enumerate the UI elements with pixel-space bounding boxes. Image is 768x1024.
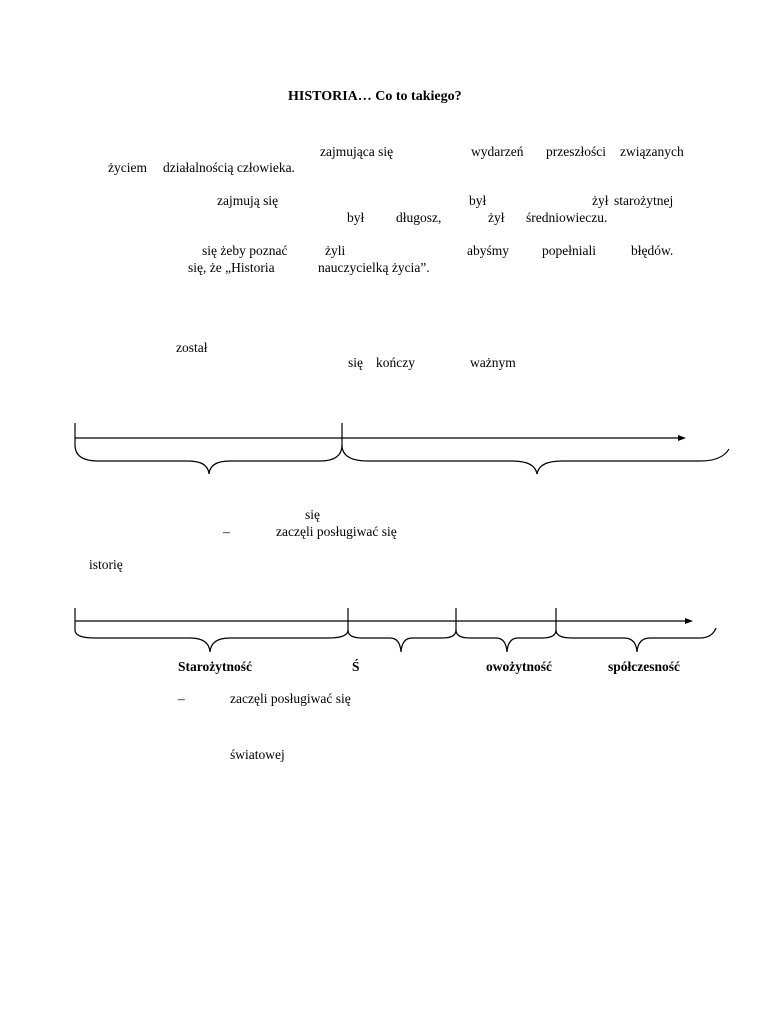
epoch-label-ancient: Starożytność [178,659,252,674]
epoch-label-contemporary: spółczesność [608,659,680,674]
text-fragment: – [178,691,185,706]
timeline-2-brace-4 [556,628,716,652]
text-fragment: wydarzeń [471,144,524,159]
text-fragment: się [348,355,363,370]
text-fragment: błędów. [631,243,674,258]
text-fragment: się żeby poznać [202,243,288,258]
text-fragment: został [176,340,208,355]
text-fragment: zaczęli posługiwać się [230,691,351,706]
text-fragment: zajmująca się [320,144,394,159]
text-fragment: popełniali [542,243,596,258]
text-fragment: działalnością człowieka. [163,160,295,175]
epoch-label-modern: owożytność [486,659,552,674]
timeline-2-arrowhead [685,618,693,624]
page-title: HISTORIA… Co to takiego? [288,89,462,104]
text-fragment: nauczycielką życia”. [318,260,430,275]
text-fragment: starożytnej [614,193,674,208]
text-fragment: długosz, [396,210,442,225]
timeline-2-brace-2 [348,630,456,652]
timeline-2-brace-1 [75,630,348,652]
text-fragment: żyli [325,243,346,258]
text-fragment: życiem [108,160,147,175]
text-fragment: światowej [230,747,285,762]
text-fragment: zajmują się [217,193,279,208]
timeline-2-brace-3 [456,630,556,652]
epoch-label-medieval: Ś [352,659,360,674]
text-fragment: – [223,524,230,539]
text-fragment: ważnym [470,355,516,370]
text-fragment: średniowieczu. [526,210,608,225]
text-fragment: żył [592,193,609,208]
text-fragment: był [347,210,365,225]
text-fragment: związanych [620,144,684,159]
text-fragment: zaczęli posługiwać się [276,524,397,539]
text-fragment: abyśmy [467,243,509,258]
text-fragment: się [305,507,320,522]
text-fragment: był [469,193,487,208]
text-fragment: żył [488,210,505,225]
text-fragment: przeszłości [546,144,606,159]
text-fragment: istorię [89,557,123,572]
text-fragment: się, że „Historia [188,260,275,275]
text-fragment: kończy [376,355,415,370]
